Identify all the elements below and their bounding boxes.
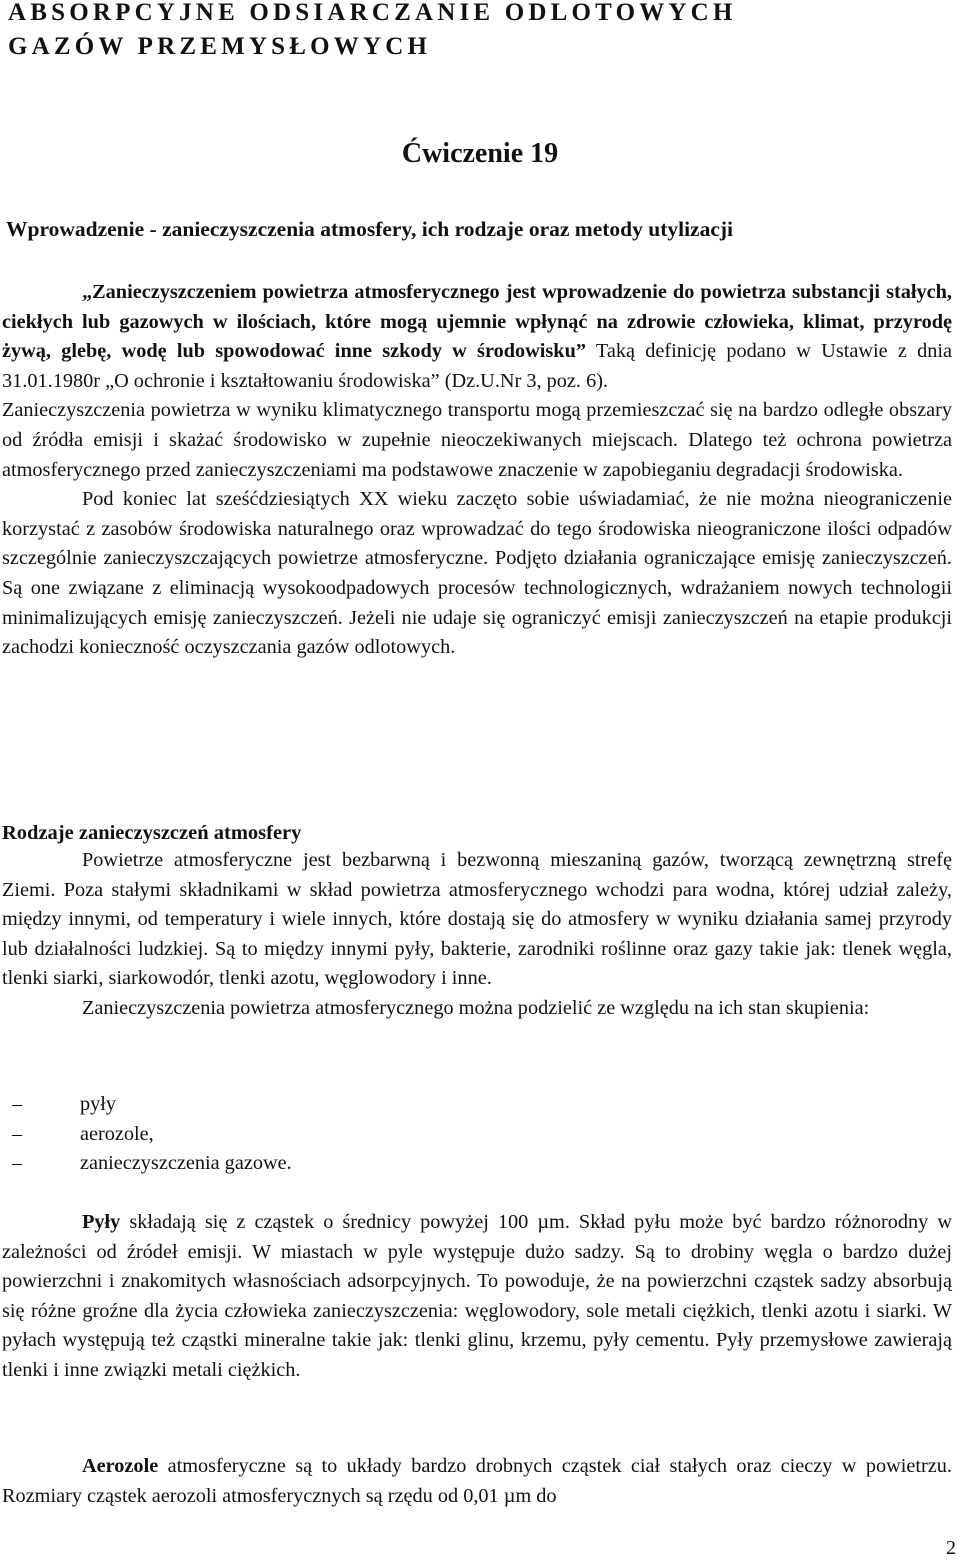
list-item-text: zanieczyszczenia gazowe. bbox=[80, 1152, 292, 1175]
paragraph-history: Pod koniec lat sześćdziesiątych XX wieku zaczęto sobie uświadamiać, że nie można nieograniczenie korzystać z zasobów środowiska naturalnego oraz wprowadzać do tego środowiska nieograniczone ilości odpadów szczególnie zanieczyszczających powietrze atmosferyczne. Podjęto działania ograniczające emisję zanieczyszczeń. Są one związane z eliminacją wysokoodpadowych procesów technologicznych, wdrażaniem nowych technologii minimalizujących emisję zanieczyszczeń. Jeżeli nie udaje się ograniczyć emisji zanieczyszczeń na etapie produkcji zachodzi konieczność oczyszczania gazów odlotowych. bbox=[2, 488, 952, 659]
exercise-heading: Ćwiczenie 19 bbox=[401, 138, 559, 169]
document-title-line-1: ABSORPCYJNE ODSIARCZANIE ODLOTOWYCH bbox=[8, 0, 737, 26]
list-dash: – bbox=[12, 1152, 23, 1175]
types-text bbox=[2, 846, 952, 1024]
document-title-line-2: GAZÓW PRZEMYSŁOWYCH bbox=[8, 33, 432, 60]
term-dust: Pyły bbox=[82, 1211, 121, 1233]
quote-source: Taką definicję podano w Ustawie z dnia 31.01.1980r „O ochronie i kształtowaniu środowiska” (Dz.U.Nr 3, poz. 6). bbox=[2, 340, 952, 392]
introduction-text bbox=[2, 278, 952, 663]
section-types-heading: Rodzaje zanieczyszczeń atmosfery bbox=[2, 822, 302, 844]
list-item bbox=[2, 1120, 292, 1150]
aerosols-description: atmosferyczne są to układy bardzo drobnych cząstek ciał stałych oraz cieczy w powietrzu. Rozmiary cząstek aerozoli atmosferycznych są rzędu od 0,01 µm do bbox=[2, 1455, 952, 1507]
quote-definition: „Zanieczyszczeniem powietrza atmosferycznego jest wprowadzenie do powietrza substancji stałych, ciekłych lub gazowych w ilościach, które mogą ujemnie wpłynąć na zdrowie człowieka, klimat, przyrodę żywą, glebę, wodę lub spowodować inne szkody w środowisku” bbox=[2, 281, 952, 363]
paragraph-classification: Zanieczyszczenia powietrza atmosferycznego można podzielić ze względu na ich stan skupienia: bbox=[82, 996, 870, 1019]
paragraph-aerosols bbox=[2, 1452, 952, 1511]
list-item bbox=[2, 1149, 292, 1179]
list-item-text: pyły bbox=[80, 1093, 117, 1115]
state-list bbox=[2, 1090, 292, 1179]
dust-description: składają się z cząstek o średnicy powyżej 100 µm. Skład pyłu może być bardzo różnorodny w zależności od źródeł emisji. W miastach w pyle występuje dużo sadzy. Są to drobiny węgla o bardzo dużej powierzchni i znakomitych własnościach adsorpcyjnych. To powoduje, że na powierzchni cząstek sadzy absorbują się różne groźne dla życia człowieka zanieczyszczenia: węglowodory, sole metali ciężkich, tlenki azotu i siarki. W pyłach występują też cząstki mineralne takie jak: tlenki glinu, krzemu, pyły cementu. Pyły przemysłowe zawierają tlenki i inne związki metali ciężkich. bbox=[2, 1211, 952, 1381]
paragraph-dust bbox=[2, 1208, 952, 1386]
page-number: 2 bbox=[946, 1537, 956, 1559]
paragraph-transport: Zanieczyszczenia powietrza w wyniku klimatycznego transportu mogą przemieszczać się na bardzo odległe obszary od źródła emisji i skażać środowisko w zupełnie nieoczekiwanych miejscach. Dlatego też ochrona powietrza atmosferycznego przed zanieczyszczeniami ma podstawowe znaczenie w zapobieganiu degradacji środowiska. bbox=[2, 399, 952, 481]
section-intro-heading: Wprowadzenie - zanieczyszczenia atmosfery, ich rodzaje oraz metody utylizacji bbox=[6, 217, 734, 241]
term-aerosols: Aerozole bbox=[82, 1455, 159, 1477]
list-item bbox=[2, 1090, 292, 1120]
list-dash: – bbox=[12, 1093, 23, 1115]
list-item-text: aerozole, bbox=[80, 1122, 154, 1145]
list-dash: – bbox=[12, 1122, 23, 1145]
paragraph-air-composition: Powietrze atmosferyczne jest bezbarwną i bezwonną mieszaniną gazów, tworzącą zewnętrzną strefę Ziemi. Poza stałymi składnikami w skład powietrza atmosferycznego wchodzi para wodna, której udział zależy, między innymi, od temperatury i wiele innych, które dostają się do atmosfery w wyniku działania samej przyrody lub działalności ludzkiej. Są to między innymi pyły, bakterie, zarodniki roślinne oraz gazy takie jak: tlenek węgla, tlenki siarki, siarkowodór, tlenki azotu, węglowodory i inne. bbox=[2, 849, 952, 990]
